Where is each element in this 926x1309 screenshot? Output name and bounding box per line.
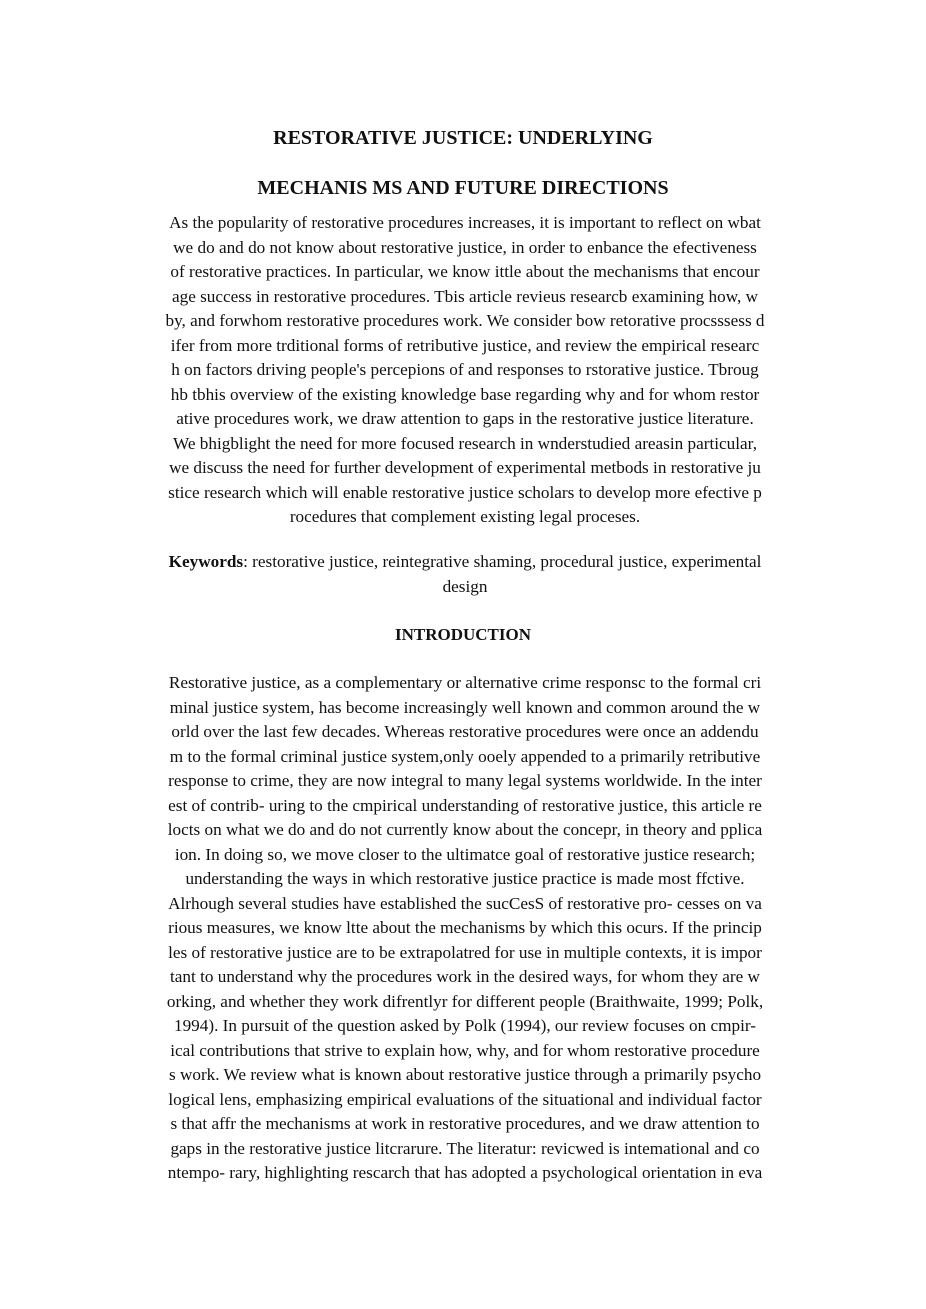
abstract-line: rocedures that complement existing legal proceses.: [289, 507, 641, 526]
abstract-line: We bhigblight the need for more focused research in wnderstudied areasin particular,: [173, 433, 757, 453]
body-line: m to the formal criminal justice system,only ooely appended to a primarily retributive: [169, 746, 761, 766]
abstract-line: ative procedures work, we draw attention to gaps in the restorative justice literature.: [176, 409, 754, 428]
body-line: tant to understand why the procedures work in the desired ways, for whom they are w: [170, 967, 760, 986]
introduction-body: [140, 671, 790, 1186]
body-line: les of restorative justice are to be extrapolatred for use in multiple contexts, it is impor: [168, 942, 762, 962]
body-line: ical contributions that strive to explain how, why, and for whom restorative procedure: [170, 1040, 760, 1060]
keywords-line-2: design: [442, 576, 488, 596]
body-line: ion. In doing so, we move closer to the ultimatce goal of restorative justice research;: [174, 844, 756, 864]
keywords-label: Keywords: [168, 552, 244, 571]
abstract: [140, 211, 790, 530]
body-line: orking, and whether they work difrentlyr for different people (Braithwaite, 1999; Polk,: [166, 991, 764, 1011]
body-line: understanding the ways in which restorative justice practice is made most ffctive.: [185, 869, 745, 888]
abstract-line: by, and forwhom restorative procedures work. We consider bow retorative procsssess d: [165, 311, 765, 330]
keywords-line-1: [140, 550, 790, 575]
abstract-line: age success in restorative procedures. Tbis article revieus researcb examining how, w: [171, 286, 759, 306]
body-line: gaps in the restorative justice litcrarure. The literatur: revicwed is intemational and co: [170, 1138, 760, 1158]
body-line: logical lens, emphasizing empirical evaluations of the situational and individual factor: [168, 1089, 762, 1109]
body-line: s work. We review what is known about restorative justice through a primarily psycho: [168, 1065, 762, 1084]
body-line: rious measures, we know ltte about the mechanisms by which this ocurs. If the princip: [168, 918, 762, 937]
body-line: response to crime, they are now integral to many legal systems worldwide. In the inter: [168, 771, 762, 790]
body-line: minal justice system, has become increasingly well known and common around the w: [169, 697, 761, 717]
body-line: 1994). In pursuit of the question asked by Polk (1994), our review focuses on cmpir-: [173, 1016, 756, 1035]
body-line: s that affr the mechanisms at work in restorative procedures, and we draw attention to: [170, 1114, 760, 1133]
paper-title-line-2: MECHANIS MS AND FUTURE DIRECTIONS: [257, 177, 669, 199]
abstract-line: hb tbhis overview of the existing knowledge base regarding why and for whom restor: [170, 384, 760, 404]
keywords: [140, 550, 790, 599]
body-line: est of contrib- uring to the cmpirical understanding of restorative justice, this article re: [168, 795, 762, 815]
abstract-line: stice research which will enable restorative justice scholars to develop more efective p: [168, 482, 762, 502]
body-line: locts on what we do and do not currently know about the concepr, in theory and pplica: [167, 820, 763, 839]
abstract-line: of restorative practices. In particular, we know ittle about the mechanisms that encour: [170, 262, 760, 281]
body-line: ntempo- rary, highlighting rescarch that has adopted a psychological orientation in eva: [167, 1163, 763, 1182]
body-line: orld over the last few decades. Whereas restorative procedures were once an addendu: [171, 722, 759, 741]
paper-title-line-1: RESTORATIVE JUSTICE: UNDERLYING: [273, 127, 653, 149]
abstract-line: ifer from more trditional forms of retributive justice, and review the empirical researc: [170, 335, 760, 355]
body-line: Restorative justice, as a complementary or alternative crime responsc to the formal cri: [168, 673, 762, 692]
body-line: Alrhough several studies have established the sucCesS of restorative pro- cesses on va: [168, 893, 762, 913]
abstract-line: we discuss the need for further development of experimental metbods in restorative ju: [169, 458, 761, 477]
keywords-text: : restorative justice, reintegrative shaming, procedural justice, experimental: [243, 552, 762, 571]
section-heading-introduction: INTRODUCTION: [394, 625, 532, 644]
abstract-line: As the popularity of restorative procedures increases, it is important to reflect on wbat: [169, 213, 761, 232]
abstract-line: we do and do not know about restorative justice, in order to enbance the efectiveness: [173, 237, 757, 257]
abstract-line: h on factors driving people's percepions of and responses to rstorative justice. Tbroug: [171, 360, 759, 379]
